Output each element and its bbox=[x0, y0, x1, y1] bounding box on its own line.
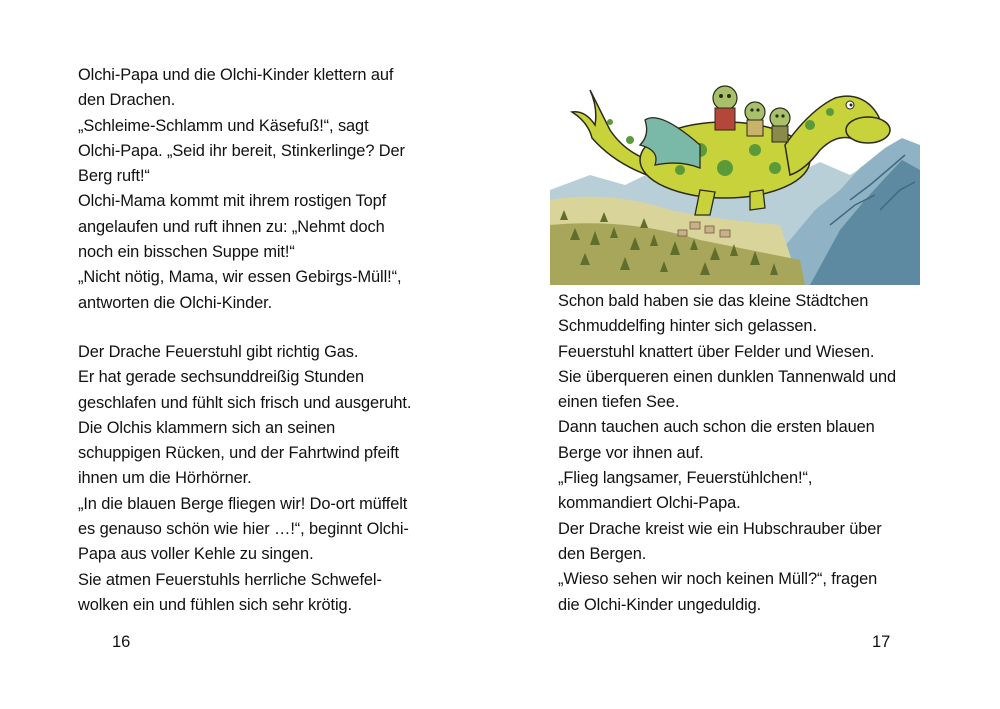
text-line: kommandiert Olchi-Papa. bbox=[558, 494, 741, 513]
text-line: Olchi-Papa und die Olchi-Kinder klettern auf bbox=[78, 66, 394, 84]
text-line: „Flieg langsamer, Feuerstühlchen!“, bbox=[558, 469, 813, 488]
dragon-pupil bbox=[850, 104, 853, 107]
dragon-illustration bbox=[550, 50, 920, 285]
page-number-left: 16 bbox=[112, 633, 131, 651]
right-page bbox=[500, 0, 1000, 709]
dragon-leg bbox=[750, 190, 765, 210]
text-line: Schon bald haben sie das kleine Städtchen bbox=[558, 292, 869, 310]
text-line: Sie atmen Feuerstuhls herrliche Schwefel- bbox=[78, 570, 382, 589]
text-line: „Schleime-Schlamm und Käsefuß!“, sagt bbox=[78, 116, 369, 135]
text-line: angelaufen und ruft ihnen zu: „Nehmt doch bbox=[78, 217, 385, 236]
text-line: geschlafen und fühlt sich frisch und ausgeruht. bbox=[78, 393, 412, 412]
text-line: schuppigen Rücken, und der Fahrtwind pfeift bbox=[78, 444, 399, 463]
dragon-scene-image bbox=[550, 50, 920, 285]
text-line: Berg ruft!“ bbox=[78, 167, 150, 186]
left-paragraph-1 bbox=[78, 63, 405, 316]
text-line: es genauso schön wie hier …!“, beginnt Olchi- bbox=[78, 520, 409, 539]
text-line: Die Olchis klammern sich an seinen bbox=[78, 418, 336, 437]
text-line: noch ein bisschen Suppe mit!“ bbox=[78, 243, 295, 262]
right-paragraph-1 bbox=[558, 289, 896, 618]
text-line: ihnen um die Hörhörner. bbox=[78, 469, 252, 488]
dragon-snout bbox=[846, 117, 890, 143]
text-line: den Bergen. bbox=[558, 544, 647, 563]
text-line: den Drachen. bbox=[78, 91, 176, 110]
page-number-right: 17 bbox=[872, 633, 891, 651]
text-line: einen tiefen See. bbox=[558, 393, 680, 412]
text-line: die Olchi-Kinder ungeduldig. bbox=[558, 595, 762, 614]
text-line: Feuerstuhl knattert über Felder und Wiesen. bbox=[558, 342, 875, 361]
text-line: Schmuddelfing hinter sich gelassen. bbox=[558, 317, 817, 336]
text-line: wolken ein und fühlen sich sehr krötig. bbox=[78, 595, 352, 614]
text-line: „In die blauen Berge fliegen wir! Do-ort müffelt bbox=[78, 494, 408, 513]
text-line: Er hat gerade sechsunddreißig Stunden bbox=[78, 368, 365, 387]
left-paragraph-2 bbox=[78, 340, 411, 618]
text-line: Dann tauchen auch schon die ersten blauen bbox=[558, 418, 875, 437]
text-line: „Wieso sehen wir noch keinen Müll?“, fragen bbox=[558, 570, 878, 589]
text-line: antworten die Olchi-Kinder. bbox=[78, 293, 273, 312]
text-line: Der Drache kreist wie ein Hubschrauber über bbox=[558, 519, 882, 538]
text-line: Olchi-Mama kommt mit ihrem rostigen Topf bbox=[78, 192, 387, 211]
text-line: Berge vor ihnen auf. bbox=[558, 443, 704, 462]
text-line: Sie überqueren einen dunklen Tannenwald und bbox=[558, 367, 897, 386]
text-line: „Nicht nötig, Mama, wir essen Gebirgs-Müll!“, bbox=[78, 268, 402, 287]
text-line: Der Drache Feuerstuhl gibt richtig Gas. bbox=[78, 343, 359, 361]
text-line: Papa aus voller Kehle zu singen. bbox=[78, 545, 314, 564]
text-line: Olchi-Papa. „Seid ihr bereit, Stinkerlinge? Der bbox=[78, 141, 405, 160]
